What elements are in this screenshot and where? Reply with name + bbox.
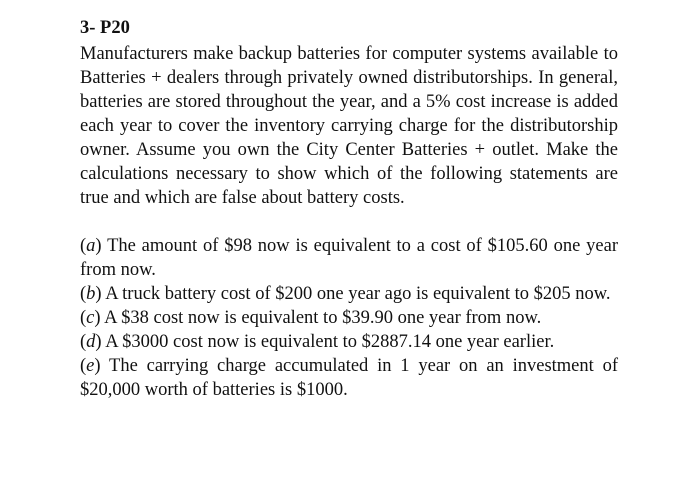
problem-heading: 3- P20 <box>80 18 130 38</box>
part-e-label: e <box>86 356 95 376</box>
part-a-label: a <box>86 236 96 256</box>
part-b-text: A truck battery cost of $200 one year ago is equivalent to $205 now. <box>105 284 611 304</box>
problem-intro: Manufacturers make backup batteries for computer systems available to Batteries + dealers through privately owned distributorships. In general, batteries are stored throughout the year, and a 5% cost increase is added each year to cover the inventory carrying charge for the distributorship owner. Assume you own the City Center Batteries + outlet. Make the calculations necessary to show which of the following statements are true and which are false about battery costs. <box>80 44 618 208</box>
part-a-text: The amount of $98 now is equivalent to a cost of $105.60 one year from now. <box>80 236 618 280</box>
part-c-text: A $38 cost now is equivalent to $39.90 one year from now. <box>104 308 542 328</box>
part-e: (e) The carrying charge accumulated in 1 year on an investment of $20,000 worth of batteries is $1000. <box>80 356 618 400</box>
part-d: (d) A $3000 cost now is equivalent to $2887.14 one year earlier. <box>80 332 555 352</box>
part-e-text: The carrying charge accumulated in 1 year on an investment of $20,000 worth of batteries is $1000. <box>80 356 618 400</box>
part-a: (a) The amount of $98 now is equivalent to a cost of $105.60 one year from now. <box>80 236 618 280</box>
part-b-label: b <box>86 284 96 304</box>
part-d-text: A $3000 cost now is equivalent to $2887.14 one year earlier. <box>105 332 555 352</box>
part-c-label: c <box>86 308 95 328</box>
part-d-label: d <box>86 332 96 352</box>
part-b: (b) A truck battery cost of $200 one year ago is equivalent to $205 now. <box>80 284 611 304</box>
problem-parts <box>80 234 618 402</box>
part-c: (c) A $38 cost now is equivalent to $39.90 one year from now. <box>80 308 542 328</box>
problem-document <box>80 16 618 402</box>
